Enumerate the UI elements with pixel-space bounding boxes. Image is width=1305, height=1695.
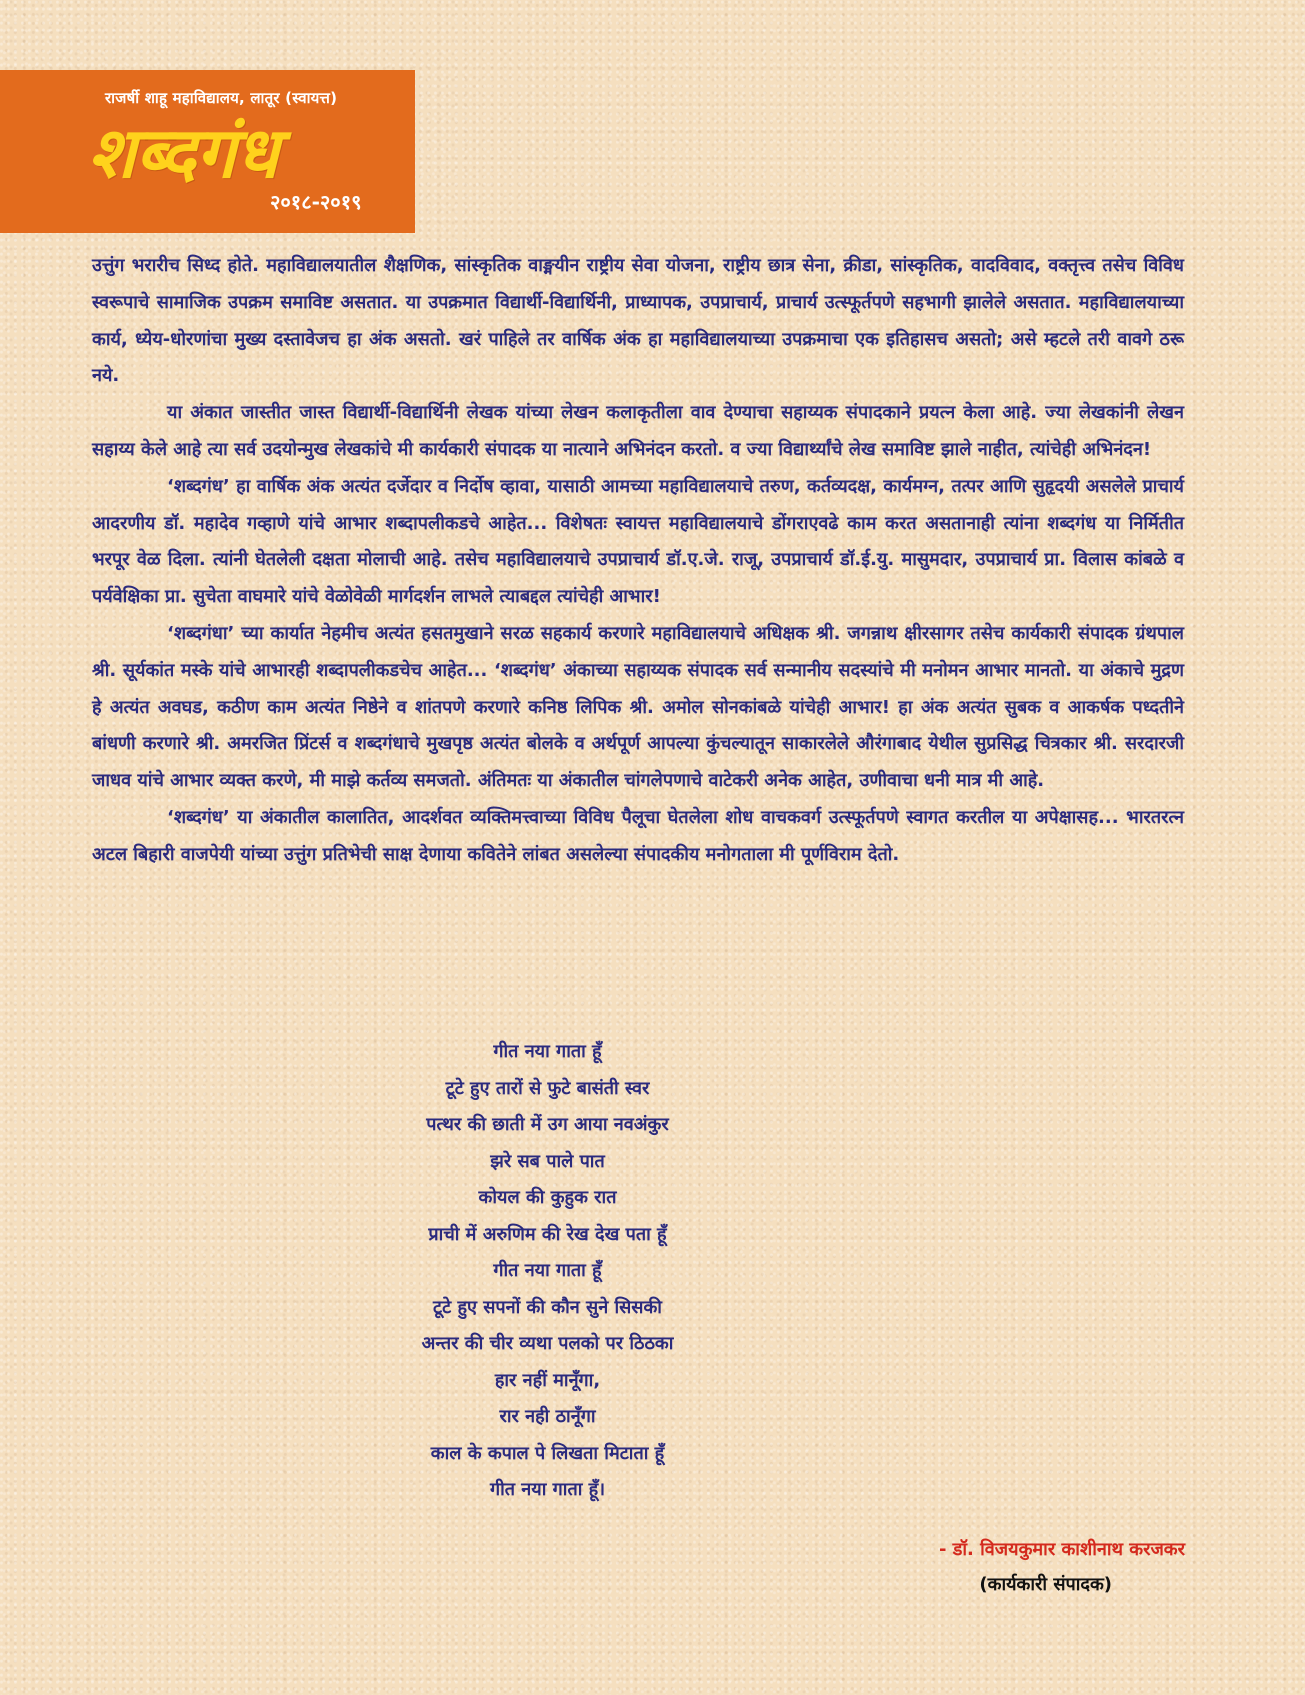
poem-line: प्राची में अरुणिम की रेख देख पता हूँ (428, 1223, 667, 1245)
poem-line: पत्थर की छाती में उग आया नवअंकुर (426, 1114, 669, 1135)
paragraph: या अंकात जास्तीत जास्त विद्यार्थी-विद्यार्थिनी लेखक यांच्या लेखन कलाकृतीला वाव देण्याचा सहाय्यक संपादकाने प्रयत्न केला आहे. ज्या लेखकांनी लेखन सहाय्य केले आहे त्या सर्व उदयोन्मुख लेखकांचे मी कार्यकारी संपादक या नात्याने अभिनंदन करतो. व ज्या विद्यार्थ्यांचे लेख समाविष्ट झाले नाहीत, त्यांचेही अभिनंदन! (92, 402, 1184, 460)
poem-line: टूटे हुए तारों से फुटे बासंती स्वर (445, 1077, 650, 1099)
poem (330, 1034, 765, 1509)
signature-designation: (कार्यकारी संपादक) (979, 1574, 1112, 1595)
magazine-title: शब्दगंध (88, 111, 279, 194)
signature-name: - डॉ. विजयकुमार काशीनाथ करजकर (938, 1539, 1185, 1560)
paragraph: उत्तुंग भरारीच सिध्द होते. महाविद्यालयातील शैक्षणिक, सांस्कृतिक वाङ्मयीन राष्ट्रीय सेवा योजना, राष्ट्रीय छात्र सेना, क्रीडा, सांस्कृतिक, वादविवाद, वक्तृत्त्व तसेच विविध स्वरूपाचे सामाजिक उपक्रम समाविष्ट असतात. या उपक्रमात विद्यार्थी-विद्यार्थिनी, प्राध्यापक, उपप्राचार्य, प्राचार्य उत्स्फूर्तपणे सहभागी झालेले असतात. महाविद्यालयाच्या कार्य, ध्येय-धोरणांचा मुख्य दस्तावेजच हा अंक असतो. खरं पाहिले तर वार्षिक अंक हा महाविद्यालयाच्या उपक्रमाचा एक इतिहासच असतो; असे म्हटले तरी वावगे ठरू नये. (92, 255, 1184, 387)
paragraph: ‘शब्दगंधा’ च्या कार्यात नेहमीच अत्यंत हसतमुखाने सरळ सहकार्य करणारे महाविद्यालयाचे अधिक्षक श्री. जगन्नाथ क्षीरसागर तसेच कार्यकारी संपादक ग्रंथपाल श्री. सूर्यकांत मस्के यांचे आभारही शब्दापलीकडचेच आहेत... ‘शब्दगंध’ अंकाच्या सहाय्यक संपादक सर्व सन्मानीय सदस्यांचे मी मनोमन आभार मानतो. या अंकाचे मुद्रण हे अत्यंत अवघड, कठीण काम अत्यंत निष्ठेने व शांतपणे करणारे कनिष्ठ लिपिक श्री. अमोल सोनकांबळे यांचेही आभार! हा अंक अत्यंत सुबक व आकर्षक पध्दतीने बांधणी करणारे श्री. अमरजित प्रिंटर्स व शब्दगंधाचे मुखपृष्ठ अत्यंत बोलके व अर्थपूर्ण आपल्या कुंचल्यातून साकारलेले औरंगाबाद येथील सुप्रसिद्ध चित्रकार श्री. सरदारजी जाधव यांचे आभार व्यक्त करणे, मी माझे कर्तव्य समजतो. अंतिमतः या अंकातील चांगलेपणाचे वाटेकरी अनेक आहेत, उणीवाचा धनी मात्र मी आहे. (92, 622, 1184, 792)
magazine-header (0, 70, 415, 233)
poem-line: गीत नया गाता हूँ। (489, 1479, 606, 1500)
paragraph: ‘शब्दगंध’ या अंकातील कालातित, आदर्शवत व्यक्तिमत्त्वाच्या विविध पैलूचा घेतलेला शोध वाचकवर्ग उत्स्फूर्तपणे स्वागत करतील या अपेक्षासह... भारतरत्न अटल बिहारी वाजपेयी यांच्या उत्तुंग प्रतिभेची साक्ष देणाया कवितेने लांबत असलेल्या संपादकीय मनोगताला मी पूर्णविराम देतो. (92, 806, 1184, 865)
poem-line: रार नही ठानूँगा (499, 1406, 596, 1427)
magazine-year: २०१८-२०१९ (270, 190, 362, 214)
editorial-body (92, 248, 1184, 874)
paragraph: ‘शब्दगंध’ हा वार्षिक अंक अत्यंत दर्जेदार व निर्दोष व्हावा, यासाठी आमच्या महाविद्यालयाचे तरुण, कर्तव्यदक्ष, कार्यमग्न, तत्पर आणि सुहृदयी असलेले प्राचार्य आदरणीय डॉ. महादेव गव्हाणे यांचे आभार शब्दापलीकडचे आहेत... विशेषतः स्वायत्त महाविद्यालयाचे डोंगराएवढे काम करत असतानाही त्यांना शब्दगंध या निर्मितीत भरपूर वेळ दिला. त्यांनी घेतलेली दक्षता मोलाची आहे. तसेच महाविद्यालयाचे उपप्राचार्य डॉ.ए.जे. राजू, उपप्राचार्य डॉ.ई.यु. मासुमदार, उपप्राचार्य प्रा. विलास कांबळे व पर्यवेक्षिका प्रा. सुचेता वाघमारे यांचे वेळोवेळी मार्गदर्शन लाभले त्याबद्दल त्यांचेही आभार! (92, 475, 1184, 608)
poem-line: कोयल की कुहुक रात (478, 1187, 617, 1208)
poem-line: गीत नया गाता हूँ (493, 1260, 602, 1281)
poem-line: अन्तर की चीर व्यथा पलको पर ठिठका (421, 1333, 674, 1354)
poem-line: झरे सब पाले पात (490, 1150, 605, 1172)
poem-line: गीत नया गाता हूँ (493, 1041, 602, 1062)
college-name: राजर्षी शाहू महाविद्यालय, लातूर (स्वायत्त) (105, 89, 338, 107)
poem-line: हार नहीं मानूँगा, (494, 1369, 601, 1391)
poem-line: टूटे हुए सपनों की कौन सुने सिसकी (433, 1296, 662, 1318)
poem-line: काल के कपाल पे लिखता मिटाता हूँ (430, 1442, 665, 1464)
